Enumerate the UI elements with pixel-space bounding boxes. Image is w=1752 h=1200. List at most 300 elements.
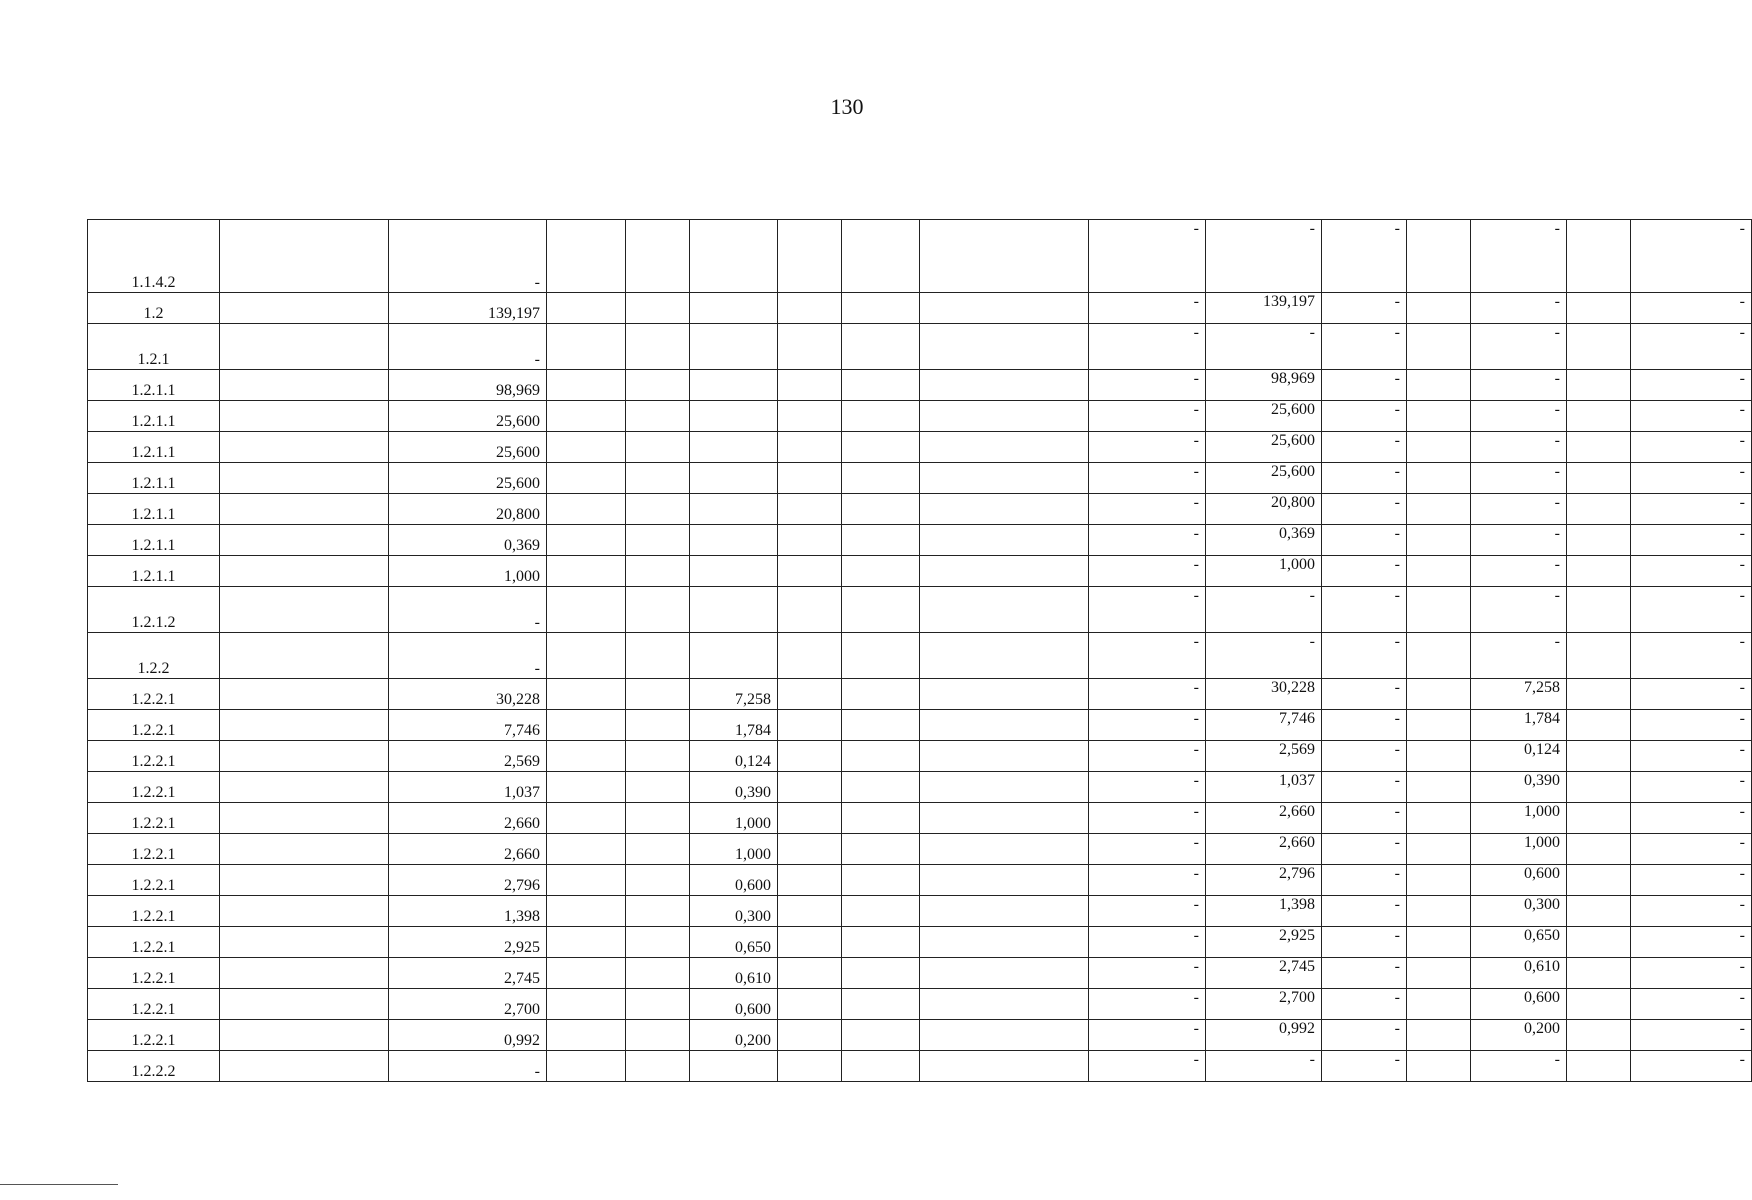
- table-cell: 1,000: [389, 556, 547, 587]
- table-cell: -: [1631, 556, 1752, 587]
- table-cell: 98,969: [1206, 370, 1322, 401]
- table-row: [88, 741, 1752, 772]
- table-row: [88, 633, 1752, 679]
- table-cell: -: [1471, 587, 1567, 633]
- table-cell: 1,784: [1471, 710, 1567, 741]
- table-cell: [547, 220, 626, 293]
- row-code-cell: 1.2.2.1: [88, 772, 220, 803]
- table-cell: [1407, 633, 1471, 679]
- table-cell: [547, 370, 626, 401]
- table-cell: [920, 587, 1089, 633]
- table-cell: [778, 803, 842, 834]
- table-cell: [1407, 324, 1471, 370]
- table-cell: 2,569: [389, 741, 547, 772]
- table-cell: [547, 633, 626, 679]
- table-cell: 2,569: [1206, 741, 1322, 772]
- table-cell: [1567, 772, 1631, 803]
- table-cell: [220, 896, 389, 927]
- table-cell: [842, 633, 920, 679]
- table-cell: [1407, 494, 1471, 525]
- table-cell: [690, 432, 778, 463]
- table-cell: [1407, 803, 1471, 834]
- table-cell: [842, 1051, 920, 1082]
- table-cell: [626, 772, 690, 803]
- table-cell: [920, 370, 1089, 401]
- table-cell: -: [1322, 679, 1407, 710]
- table-cell: [220, 432, 389, 463]
- table-cell: [778, 220, 842, 293]
- table-cell: 2,660: [389, 803, 547, 834]
- table-cell: [1567, 370, 1631, 401]
- table-row: [88, 463, 1752, 494]
- table-cell: [220, 803, 389, 834]
- table-cell: [547, 741, 626, 772]
- table-cell: [626, 958, 690, 989]
- table-cell: [690, 293, 778, 324]
- table-cell: [778, 633, 842, 679]
- table-cell: [920, 220, 1089, 293]
- row-code-cell: 1.2.1.1: [88, 525, 220, 556]
- table-cell: [1567, 293, 1631, 324]
- table-cell: 2,660: [389, 834, 547, 865]
- table-cell: -: [1471, 494, 1567, 525]
- row-code-cell: 1.2.2.1: [88, 1020, 220, 1051]
- table-cell: -: [1089, 220, 1206, 293]
- table-cell: 0,610: [690, 958, 778, 989]
- row-code-cell: 1.2.2.1: [88, 865, 220, 896]
- row-code-cell: 1.2: [88, 293, 220, 324]
- table-cell: [778, 865, 842, 896]
- table-cell: 2,745: [1206, 958, 1322, 989]
- table-cell: [220, 293, 389, 324]
- table-cell: 1,398: [389, 896, 547, 927]
- table-cell: [547, 432, 626, 463]
- table-cell: -: [1631, 896, 1752, 927]
- table-cell: -: [1322, 556, 1407, 587]
- table-cell: -: [1322, 370, 1407, 401]
- table-cell: [920, 989, 1089, 1020]
- table-cell: 2,700: [1206, 989, 1322, 1020]
- table-cell: [626, 989, 690, 1020]
- table-cell: [1567, 989, 1631, 1020]
- table-cell: -: [389, 587, 547, 633]
- table-cell: [778, 710, 842, 741]
- table-cell: [547, 1051, 626, 1082]
- table-cell: [626, 710, 690, 741]
- table-cell: -: [1631, 803, 1752, 834]
- table-cell: [220, 556, 389, 587]
- table-cell: [842, 834, 920, 865]
- table-cell: [778, 927, 842, 958]
- table-row: [88, 525, 1752, 556]
- table-cell: [842, 865, 920, 896]
- table-cell: 25,600: [1206, 463, 1322, 494]
- table-cell: -: [1322, 710, 1407, 741]
- table-cell: -: [1089, 679, 1206, 710]
- table-cell: -: [1206, 324, 1322, 370]
- table-cell: -: [1089, 587, 1206, 633]
- table-cell: [547, 556, 626, 587]
- table-cell: [920, 1020, 1089, 1051]
- table-cell: [1407, 370, 1471, 401]
- table-cell: [920, 1051, 1089, 1082]
- table-cell: [690, 324, 778, 370]
- table-cell: [626, 324, 690, 370]
- table-cell: [626, 587, 690, 633]
- table-cell: [842, 958, 920, 989]
- table-cell: [842, 803, 920, 834]
- table-cell: -: [1089, 958, 1206, 989]
- table-cell: [1567, 220, 1631, 293]
- table-cell: -: [1631, 989, 1752, 1020]
- table-cell: [842, 927, 920, 958]
- table-cell: -: [1471, 324, 1567, 370]
- table-cell: [920, 679, 1089, 710]
- table-cell: [547, 401, 626, 432]
- table-cell: 0,390: [690, 772, 778, 803]
- table-cell: [842, 324, 920, 370]
- table-cell: 2,700: [389, 989, 547, 1020]
- table-cell: [842, 432, 920, 463]
- table-cell: -: [1322, 834, 1407, 865]
- table-cell: -: [1631, 587, 1752, 633]
- table-cell: [920, 834, 1089, 865]
- table-cell: [1407, 896, 1471, 927]
- table-cell: [547, 710, 626, 741]
- footnote-separator: [0, 1184, 118, 1185]
- table-cell: [920, 803, 1089, 834]
- table-cell: -: [1322, 401, 1407, 432]
- table-cell: [1407, 556, 1471, 587]
- table-cell: 0,600: [690, 865, 778, 896]
- table-cell: [842, 463, 920, 494]
- table-cell: -: [1631, 432, 1752, 463]
- table-cell: -: [1471, 220, 1567, 293]
- table-cell: 0,124: [1471, 741, 1567, 772]
- table-cell: [626, 834, 690, 865]
- table-cell: [842, 525, 920, 556]
- table-cell: 2,660: [1206, 834, 1322, 865]
- table-cell: [547, 772, 626, 803]
- table-cell: [920, 896, 1089, 927]
- table-cell: [920, 432, 1089, 463]
- row-code-cell: 1.2.2.1: [88, 679, 220, 710]
- table-cell: 7,258: [1471, 679, 1567, 710]
- table-cell: [220, 834, 389, 865]
- table-body: [88, 220, 1752, 1082]
- table-cell: -: [1471, 556, 1567, 587]
- row-code-cell: 1.1.4.2: [88, 220, 220, 293]
- table-cell: [1407, 1020, 1471, 1051]
- table-cell: [1567, 803, 1631, 834]
- table-cell: 0,200: [690, 1020, 778, 1051]
- table-cell: [1407, 834, 1471, 865]
- table-cell: -: [1089, 834, 1206, 865]
- table-cell: -: [1089, 432, 1206, 463]
- table-row: [88, 772, 1752, 803]
- table-cell: [690, 463, 778, 494]
- table-cell: [220, 710, 389, 741]
- table-row: [88, 927, 1752, 958]
- table-cell: [1567, 525, 1631, 556]
- table-cell: [220, 220, 389, 293]
- row-code-cell: 1.2.1.1: [88, 370, 220, 401]
- row-code-cell: 1.2.2: [88, 633, 220, 679]
- table-cell: [220, 587, 389, 633]
- table-cell: 7,746: [1206, 710, 1322, 741]
- table-cell: [626, 463, 690, 494]
- table-cell: [778, 401, 842, 432]
- table-cell: 30,228: [1206, 679, 1322, 710]
- table-cell: [778, 494, 842, 525]
- table-cell: -: [1089, 865, 1206, 896]
- table-cell: [1407, 710, 1471, 741]
- table-cell: 1,398: [1206, 896, 1322, 927]
- row-code-cell: 1.2.2.1: [88, 927, 220, 958]
- table-cell: [626, 633, 690, 679]
- table-cell: -: [1089, 293, 1206, 324]
- table-cell: [547, 958, 626, 989]
- table-cell: -: [1089, 494, 1206, 525]
- table-cell: [547, 927, 626, 958]
- table-cell: -: [1631, 741, 1752, 772]
- table-cell: -: [1322, 896, 1407, 927]
- table-cell: [690, 1051, 778, 1082]
- table-cell: -: [1322, 1051, 1407, 1082]
- table-cell: [1407, 525, 1471, 556]
- table-cell: -: [1631, 494, 1752, 525]
- table-cell: [778, 432, 842, 463]
- table-cell: [220, 865, 389, 896]
- table-cell: [220, 1020, 389, 1051]
- table-cell: [220, 927, 389, 958]
- table-cell: [220, 958, 389, 989]
- table-cell: [778, 463, 842, 494]
- table-cell: [842, 494, 920, 525]
- table-cell: 2,796: [1206, 865, 1322, 896]
- table-cell: [1567, 324, 1631, 370]
- table-cell: -: [1631, 1020, 1752, 1051]
- table-row: [88, 803, 1752, 834]
- table-cell: 0,600: [1471, 865, 1567, 896]
- table-cell: 0,369: [1206, 525, 1322, 556]
- table-cell: [778, 1020, 842, 1051]
- table-cell: -: [1322, 633, 1407, 679]
- table-cell: 0,200: [1471, 1020, 1567, 1051]
- table-cell: [778, 989, 842, 1020]
- table-cell: [1407, 293, 1471, 324]
- table-cell: -: [1631, 958, 1752, 989]
- table-row: [88, 293, 1752, 324]
- table-row: [88, 1020, 1752, 1051]
- table-cell: -: [1089, 710, 1206, 741]
- table-cell: [220, 772, 389, 803]
- table-cell: 1,784: [690, 710, 778, 741]
- table-cell: -: [1089, 803, 1206, 834]
- table-cell: [626, 1051, 690, 1082]
- table-cell: -: [1206, 1051, 1322, 1082]
- table-cell: [778, 370, 842, 401]
- table-cell: [1567, 927, 1631, 958]
- table-row: [88, 710, 1752, 741]
- table-cell: -: [1631, 865, 1752, 896]
- table-cell: 0,992: [389, 1020, 547, 1051]
- table-cell: -: [1631, 463, 1752, 494]
- table-cell: [1567, 556, 1631, 587]
- table-cell: -: [1206, 587, 1322, 633]
- table-cell: [547, 525, 626, 556]
- table-cell: -: [1322, 772, 1407, 803]
- table-cell: -: [1631, 679, 1752, 710]
- table-cell: [1567, 401, 1631, 432]
- table-cell: [547, 494, 626, 525]
- table-cell: [220, 401, 389, 432]
- table-cell: [778, 293, 842, 324]
- table-cell: 30,228: [389, 679, 547, 710]
- table-cell: [920, 293, 1089, 324]
- table-cell: 0,992: [1206, 1020, 1322, 1051]
- table-cell: [778, 896, 842, 927]
- table-cell: [920, 494, 1089, 525]
- table-cell: 0,610: [1471, 958, 1567, 989]
- table-cell: [1567, 633, 1631, 679]
- table-cell: -: [1322, 432, 1407, 463]
- table-cell: [1407, 220, 1471, 293]
- table-cell: [626, 494, 690, 525]
- table-cell: [626, 1020, 690, 1051]
- table-cell: [626, 927, 690, 958]
- table-cell: [842, 772, 920, 803]
- table-cell: [547, 679, 626, 710]
- table-cell: -: [1471, 633, 1567, 679]
- table-cell: -: [1322, 958, 1407, 989]
- table-cell: 25,600: [389, 463, 547, 494]
- table-cell: [920, 633, 1089, 679]
- row-code-cell: 1.2.1: [88, 324, 220, 370]
- table-cell: [920, 556, 1089, 587]
- table-cell: [842, 293, 920, 324]
- table-row: [88, 556, 1752, 587]
- table-cell: 20,800: [389, 494, 547, 525]
- table-cell: -: [1322, 989, 1407, 1020]
- table-cell: [1567, 741, 1631, 772]
- table-cell: [220, 1051, 389, 1082]
- table-cell: -: [1089, 927, 1206, 958]
- table-cell: [1407, 958, 1471, 989]
- table-cell: [778, 587, 842, 633]
- table-cell: 0,650: [1471, 927, 1567, 958]
- table-cell: [547, 587, 626, 633]
- table-cell: [920, 772, 1089, 803]
- table-cell: -: [1089, 741, 1206, 772]
- table-cell: -: [1322, 803, 1407, 834]
- table-cell: 25,600: [389, 432, 547, 463]
- table-cell: [690, 525, 778, 556]
- table-cell: -: [1322, 463, 1407, 494]
- table-cell: [778, 772, 842, 803]
- table-cell: [626, 220, 690, 293]
- table-cell: -: [1322, 587, 1407, 633]
- table-cell: [547, 293, 626, 324]
- table-cell: -: [1206, 633, 1322, 679]
- table-cell: 0,300: [1471, 896, 1567, 927]
- row-code-cell: 1.2.1.1: [88, 463, 220, 494]
- table-cell: 2,796: [389, 865, 547, 896]
- row-code-cell: 1.2.1.1: [88, 494, 220, 525]
- table-row: [88, 220, 1752, 293]
- table-cell: [1407, 741, 1471, 772]
- table-cell: 7,258: [690, 679, 778, 710]
- table-cell: [547, 803, 626, 834]
- row-code-cell: 1.2.2.1: [88, 741, 220, 772]
- table-cell: [1567, 958, 1631, 989]
- table-cell: [220, 633, 389, 679]
- row-code-cell: 1.2.2.1: [88, 803, 220, 834]
- table-cell: 25,600: [389, 401, 547, 432]
- row-code-cell: 1.2.1.1: [88, 432, 220, 463]
- table-cell: [920, 927, 1089, 958]
- table-row: [88, 432, 1752, 463]
- table-cell: -: [1089, 463, 1206, 494]
- row-code-cell: 1.2.2.1: [88, 958, 220, 989]
- table-cell: [1567, 587, 1631, 633]
- table-cell: -: [1471, 370, 1567, 401]
- table-cell: 7,746: [389, 710, 547, 741]
- table-cell: [690, 556, 778, 587]
- table-cell: [690, 220, 778, 293]
- table-cell: [1407, 679, 1471, 710]
- table-cell: [1567, 896, 1631, 927]
- table-cell: 0,300: [690, 896, 778, 927]
- table-cell: -: [1631, 834, 1752, 865]
- row-code-cell: 1.2.2.1: [88, 834, 220, 865]
- table-cell: -: [1631, 370, 1752, 401]
- table-row: [88, 494, 1752, 525]
- table-cell: [626, 896, 690, 927]
- table-row: [88, 958, 1752, 989]
- table-cell: 2,925: [389, 927, 547, 958]
- table-cell: [1567, 1051, 1631, 1082]
- table-cell: 139,197: [389, 293, 547, 324]
- table-cell: [842, 401, 920, 432]
- page-number: 130: [830, 94, 864, 119]
- table-cell: -: [1322, 293, 1407, 324]
- table-row: [88, 370, 1752, 401]
- table-cell: [778, 1051, 842, 1082]
- table-cell: 1,037: [1206, 772, 1322, 803]
- table-cell: [1567, 1020, 1631, 1051]
- table-cell: [220, 494, 389, 525]
- table-cell: [778, 679, 842, 710]
- table-cell: [1567, 865, 1631, 896]
- table-row: [88, 834, 1752, 865]
- table-row: [88, 865, 1752, 896]
- table-cell: 0,600: [690, 989, 778, 1020]
- table-cell: [547, 989, 626, 1020]
- table-cell: [220, 525, 389, 556]
- table-cell: [1407, 989, 1471, 1020]
- table-cell: [626, 432, 690, 463]
- table-cell: [1567, 463, 1631, 494]
- table-row: [88, 1051, 1752, 1082]
- table-cell: -: [1471, 401, 1567, 432]
- table-cell: [1407, 401, 1471, 432]
- table-cell: [842, 1020, 920, 1051]
- table-cell: -: [1322, 1020, 1407, 1051]
- table-cell: [920, 525, 1089, 556]
- table-cell: [842, 587, 920, 633]
- table-cell: -: [1631, 324, 1752, 370]
